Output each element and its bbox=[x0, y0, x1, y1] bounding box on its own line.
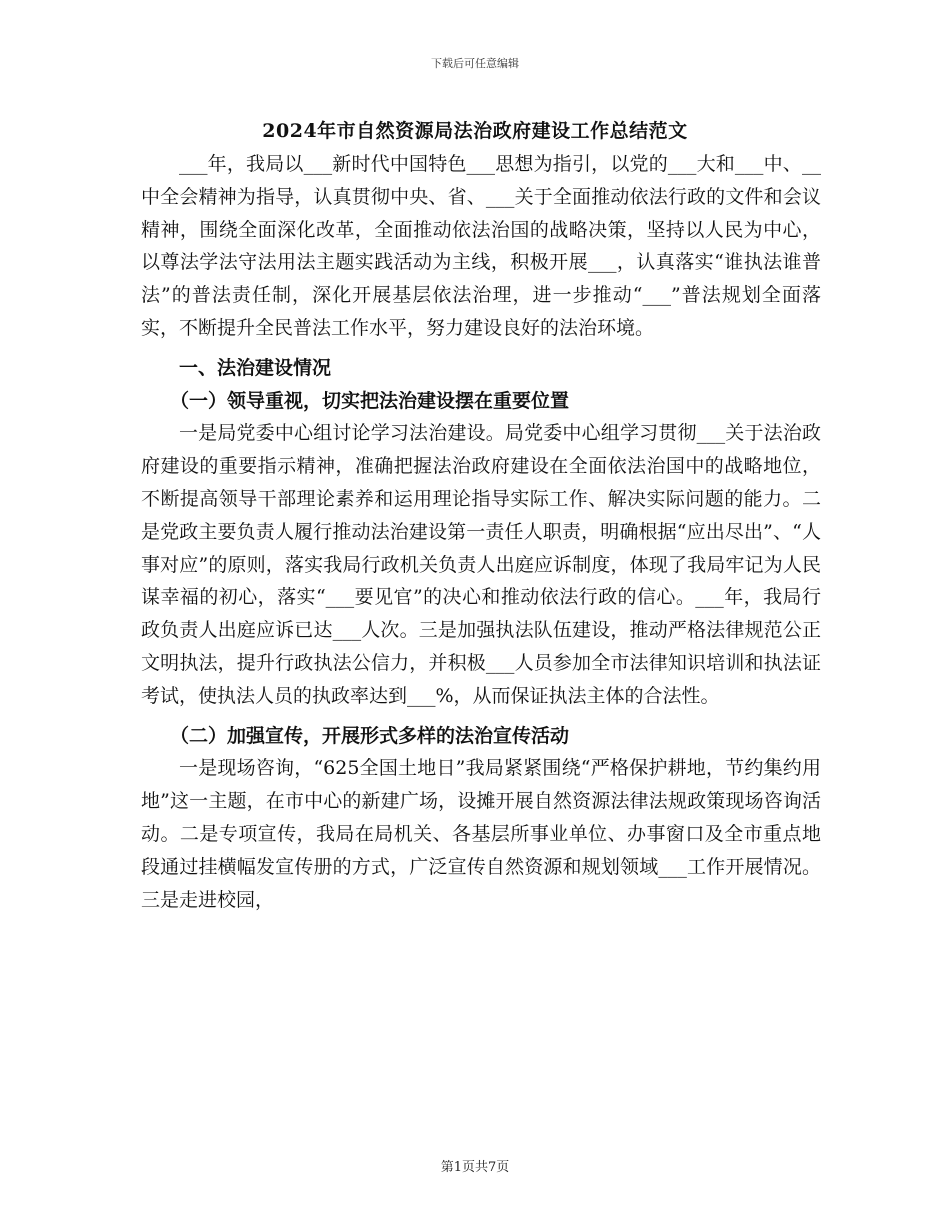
intro-paragraph: ___年，我局以___新时代中国特色___思想为指引，以党的___大和___中、__中全会精神为指导，认真贯彻中央、省、___关于全面推动依法行政的文件和会议精神，围绕全面深化改革，全面推动依法治国的战略决策，坚持以人民为中心，以尊法学法守法用法主题实践活动为主线，积极开展___，认真落实“谁执法谁普法”的普法责任制，深化开展基层依法治理，进一步推动“___”普法规划全面落实，不断提升全民普法工作水平，努力建设良好的法治环境。 bbox=[141, 153, 821, 339]
subsection-paragraph: 一是现场咨询，“625全国土地日”我局紧紧围绕“严格保护耕地，节约集约用地”这一主题，在市中心的新建广场，设摊开展自然资源法律法规政策现场咨询活动。二是专项宣传，我局在局机关、各基层所事业单位、办事窗口及全市重点地段通过挂横幅发宣传册的方式，广泛宣传自然资源和规划领域___工作开展情况。三是走进校园， bbox=[141, 757, 821, 911]
page-footer: 第1页共7页 bbox=[440, 1160, 510, 1175]
subsection-heading: （二）加强宣传，开展形式多样的法治宣传活动 bbox=[170, 724, 570, 747]
subsection-heading: （一）领导重视，切实把法治建设摆在重要位置 bbox=[170, 389, 570, 412]
section-heading: 一、法治建设情况 bbox=[179, 356, 332, 379]
document-body bbox=[141, 148, 821, 916]
subsection-paragraph: 一是局党委中心组讨论学习法治建设。局党委中心组学习贯彻___关于法治政府建设的重要指示精神，准确把握法治政府建设在全面依法治国中的战略地位，不断提高领导干部理论素养和运用理论指导实际工作、解决实际问题的能力。二是党政主要负责人履行推动法治建设第一责任人职责，明确根据“应出尽出”、“人事对应”的原则，落实我局行政机关负责人出庭应诉制度，体现了我局牢记为人民谋幸福的初心，落实“___要见官”的决心和推动依法行政的信心。___年，我局行政负责人出庭应诉已达___人次。三是加强执法队伍建设，推动严格法律规范公正文明执法，提升行政执法公信力，并积极___人员参加全市法律知识培训和执法证考试，使执法人员的执政率达到___%，从而保证执法主体的合法性。 bbox=[141, 422, 821, 707]
document-title: 2024年市自然资源局法治政府建设工作总结范文 bbox=[262, 120, 688, 142]
header-note: 下载后可任意编辑 bbox=[431, 57, 519, 70]
